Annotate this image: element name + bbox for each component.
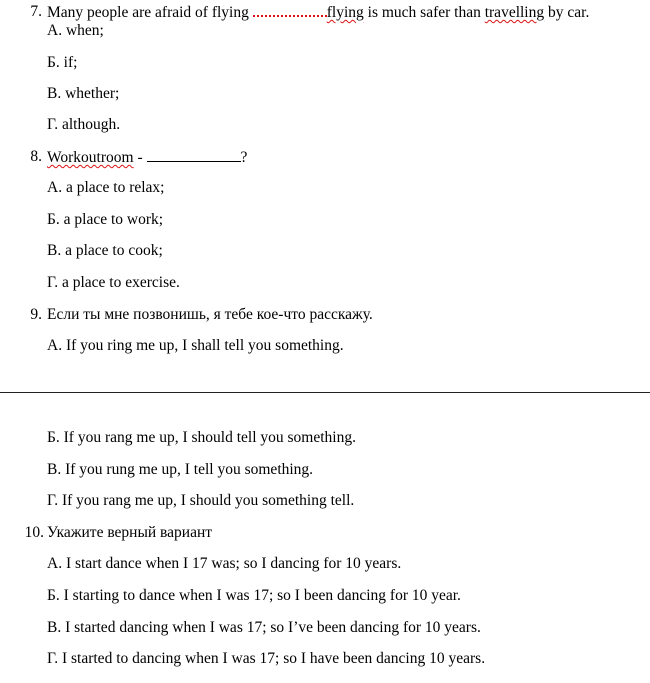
answer-blank[interactable]: [253, 2, 327, 17]
option-v[interactable]: В. If you rung me up, I tell you something.: [47, 461, 314, 478]
question-text: Укажите верный вариант: [47, 524, 213, 541]
question-text-part: Many people are afraid of flying: [47, 4, 253, 21]
misspelled-word: flying: [326, 4, 364, 21]
question-text: [47, 2, 589, 23]
option-g[interactable]: Г. I started to dancing when I was 17; so I have been dancing 10 years.: [47, 650, 486, 667]
misspelled-word: travelling: [484, 4, 545, 21]
option-g[interactable]: Г. although.: [47, 116, 121, 133]
option-v[interactable]: В. a place to cook;: [47, 242, 163, 259]
option-g[interactable]: Г. a place to exercise.: [47, 274, 180, 291]
option-a[interactable]: А. a place to relax;: [47, 179, 165, 196]
page-break-divider: [0, 392, 650, 393]
option-v[interactable]: В. whether;: [47, 85, 120, 102]
option-a[interactable]: А. If you ring me up, I shall tell you something.: [47, 337, 344, 354]
question-text: Если ты мне позвонишь, я тебе кое-что расскажу.: [47, 306, 373, 323]
question-number: 10.: [24, 524, 44, 541]
question-text-part: by car.: [544, 4, 590, 21]
option-a[interactable]: А. I start dance when I 17 was; so I dancing for 10 years.: [47, 555, 402, 572]
option-b[interactable]: Б. a place to work;: [47, 211, 164, 228]
option-b[interactable]: Б. if;: [47, 54, 78, 71]
option-b[interactable]: Б. I starting to dance when I was 17; so I been dancing for 10 year.: [47, 587, 461, 604]
misspelled-word: Workoutroom: [47, 149, 134, 166]
option-a[interactable]: А. when;: [47, 22, 104, 39]
option-b[interactable]: Б. If you rang me up, I should tell you something.: [47, 429, 356, 446]
question-number: 7.: [30, 3, 42, 20]
question-text-part: ?: [240, 149, 248, 166]
option-g[interactable]: Г. If you rang me up, I should you something tell.: [47, 492, 355, 509]
question-number: 9.: [30, 306, 42, 323]
answer-blank[interactable]: [147, 147, 241, 162]
question-number: 8.: [30, 148, 42, 165]
question-text-part: -: [133, 149, 147, 166]
option-v[interactable]: В. I started dancing when I was 17; so I’ve been dancing for 10 years.: [47, 619, 481, 636]
question-text-part: is much safer than: [363, 4, 485, 21]
question-text: [47, 147, 247, 168]
